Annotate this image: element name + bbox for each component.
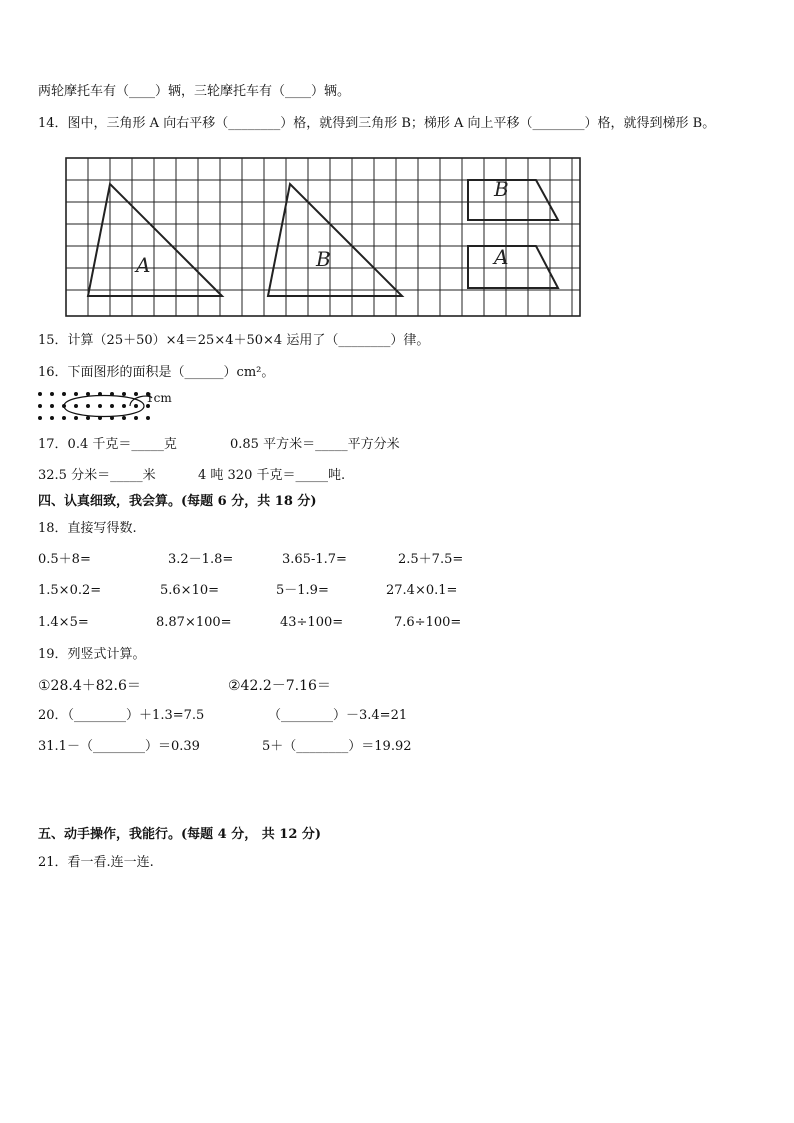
trapezoid-b (468, 180, 558, 220)
q16-text: 16．下面图形的面积是（______）cm²。 (38, 365, 275, 380)
q18-text: 18．直接写得数. (38, 521, 137, 536)
triangle-b (268, 184, 402, 296)
q18-r1-c1: 0.5＋8= (38, 552, 91, 567)
q14-text: 14．图中，三角形 A 向右平移（________）格，就得到三角形 B；梯形 A 向上平移（________）格，就得到梯形 B。 (38, 116, 716, 131)
label-trapezoid-b: B (494, 177, 509, 201)
q20-d: 5＋（________）＝19.92 (262, 739, 412, 754)
q18-r1-c3: 3.65-1.7= (282, 552, 347, 567)
q18-r1-c2: 3.2－1.8= (168, 552, 234, 567)
q18-r2-c2: 5.6×10= (160, 583, 220, 598)
q20-c: 31.1－（________）＝0.39 (38, 739, 200, 754)
q17-b: 0.85 平方米＝_____平方分米 (230, 437, 400, 452)
q18-r2-c1: 1.5×0.2= (38, 583, 102, 598)
q18-r2-c3: 5－1.9= (276, 583, 329, 598)
q18-r2-c4: 27.4×0.1= (386, 583, 458, 598)
q18-r1-c4: 2.5＋7.5= (398, 552, 464, 567)
q18-r3-c3: 43÷100= (280, 615, 344, 630)
trapezoid-a (468, 246, 558, 288)
q18-r3-c4: 7.6÷100= (394, 615, 462, 630)
q19-text: 19．列竖式计算。 (38, 647, 146, 662)
section-5-heading: 五、动手操作，我能行。(每题 4 分， 共 12 分) (38, 827, 322, 842)
triangle-a (88, 184, 222, 296)
q18-r3-c2: 8.87×100= (156, 615, 232, 630)
q17-a: 17．0.4 千克＝_____克 (38, 437, 177, 452)
dot-grid-figure (34, 388, 184, 430)
translation-grid-figure (60, 150, 586, 320)
q15-text: 15．计算（25＋50）×4＝25×4＋50×4 运用了（________）律。 (38, 333, 430, 348)
q20-b: （________）－3.4=21 (268, 708, 408, 723)
label-triangle-b: B (316, 247, 331, 271)
section-4-heading: 四、认真细致，我会算。(每题 6 分，共 18 分) (38, 494, 317, 509)
q18-r3-c1: 1.4×5= (38, 615, 89, 630)
q19-item-1: ①28.4＋82.6＝ (38, 678, 141, 694)
q21-text: 21．看一看.连一连. (38, 855, 154, 870)
q17-c: 32.5 分米＝_____米 (38, 468, 156, 483)
q20-a: 20．（________）＋1.3=7.5 (38, 708, 205, 723)
label-triangle-a: A (136, 253, 151, 277)
unit-label: 1cm (146, 391, 172, 405)
q13-tail: 两轮摩托车有（____）辆，三轮摩托车有（____）辆。 (38, 84, 351, 99)
q19-item-2: ②42.2－7.16＝ (228, 678, 331, 694)
label-trapezoid-a: A (494, 245, 509, 269)
q17-d: 4 吨 320 千克＝_____吨. (198, 468, 346, 483)
